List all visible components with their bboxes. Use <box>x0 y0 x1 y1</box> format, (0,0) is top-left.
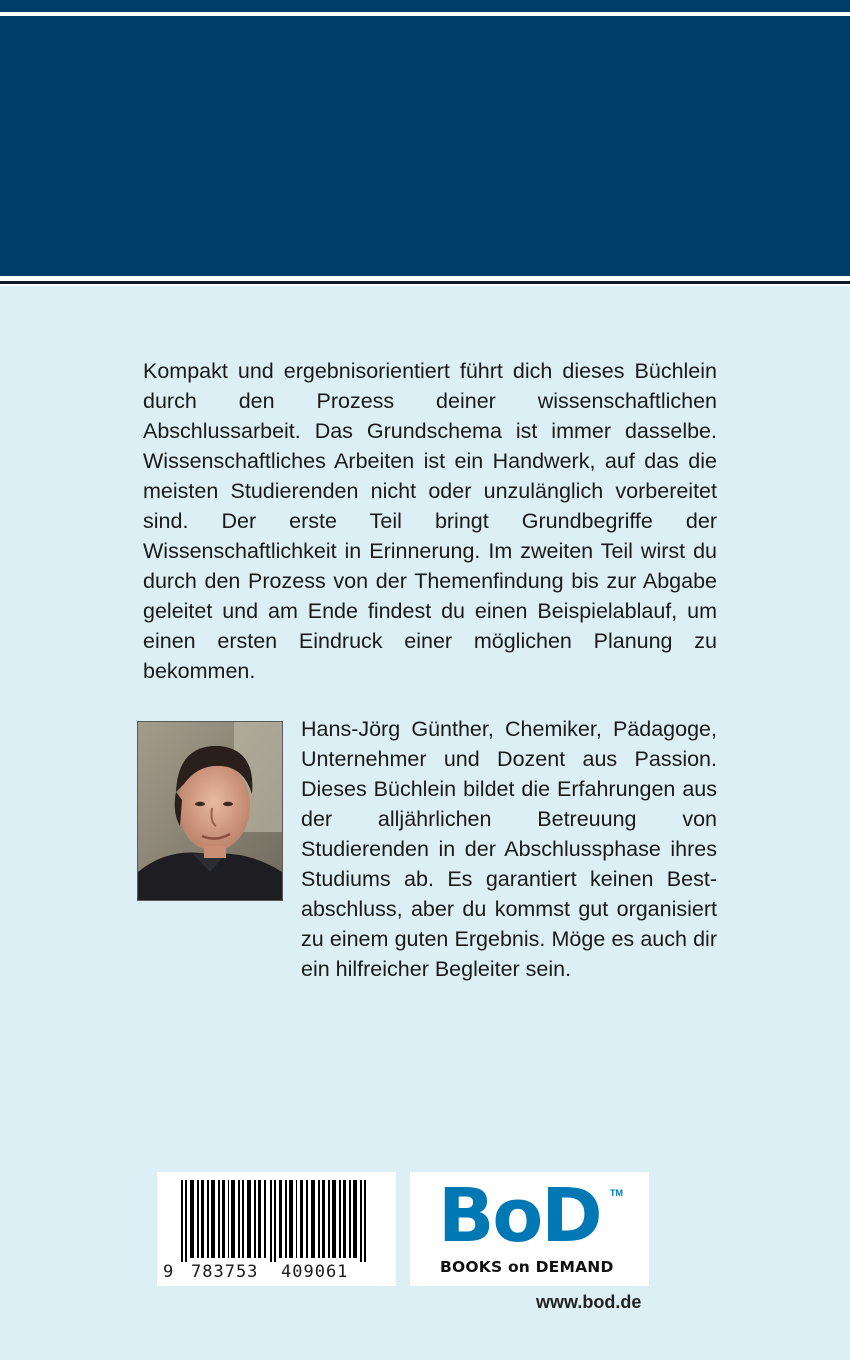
author-photo <box>137 721 283 901</box>
trademark-mark: TM <box>610 1188 623 1198</box>
publisher-website: www.bod.de <box>536 1292 642 1312</box>
top-band <box>0 0 850 286</box>
author-portrait-icon <box>138 722 282 900</box>
isbn-barcode <box>157 1172 396 1286</box>
author-bio: Hans-Jörg Günther, Chemiker, Pädagoge, Unternehmer und Dozent aus Passion. Dieses Büchlein bildet die Erfahrungen aus der alljährlichen Betreuung von Studierenden in der Abschlussphase ihres Studiums ab. Es garantiert keinen Best-abschluss, aber du kommst gut organisiert zu einem guten Ergebnis. Möge es auch dir ein hilfreicher Begleiter sein. <box>301 717 717 981</box>
band-top-stripe <box>0 0 850 12</box>
book-blurb: Kompakt und ergebnisorientiert führt dich dieses Büchlein durch den Prozess deiner wissenschaftlichen Abschlussarbeit. Das Grundschema ist immer dasselbe. Wissenschaftliches Arbeiten ist ein Handwerk, auf das die meisten Studierenden nicht oder unzulänglich vorbereitet sind. Der erste Teil bringt Grundbegriffe der Wissenschaftlichkeit in Erinnerung. Im zweiten Teil wirst du durch den Prozess von der Themenfindung bis zur Abgabe geleitet und am Ende findest du einen Beispielablauf, um einen ersten Eindruck einer möglichen Planung zu bekommen. <box>143 359 717 683</box>
publisher-subtitle: BOOKS on DEMAND <box>440 1258 614 1276</box>
isbn-prefix-digit: 9 <box>163 1262 175 1282</box>
bod-logo-text: BoD <box>438 1173 601 1259</box>
band-main <box>0 16 850 276</box>
isbn-right-group: 409061 <box>281 1262 349 1282</box>
band-bottom-rule <box>0 281 850 284</box>
barcode-icon <box>157 1172 396 1262</box>
isbn-left-group: 783753 <box>191 1262 259 1282</box>
isbn-digits <box>157 1262 396 1284</box>
publisher-logo <box>410 1172 649 1286</box>
